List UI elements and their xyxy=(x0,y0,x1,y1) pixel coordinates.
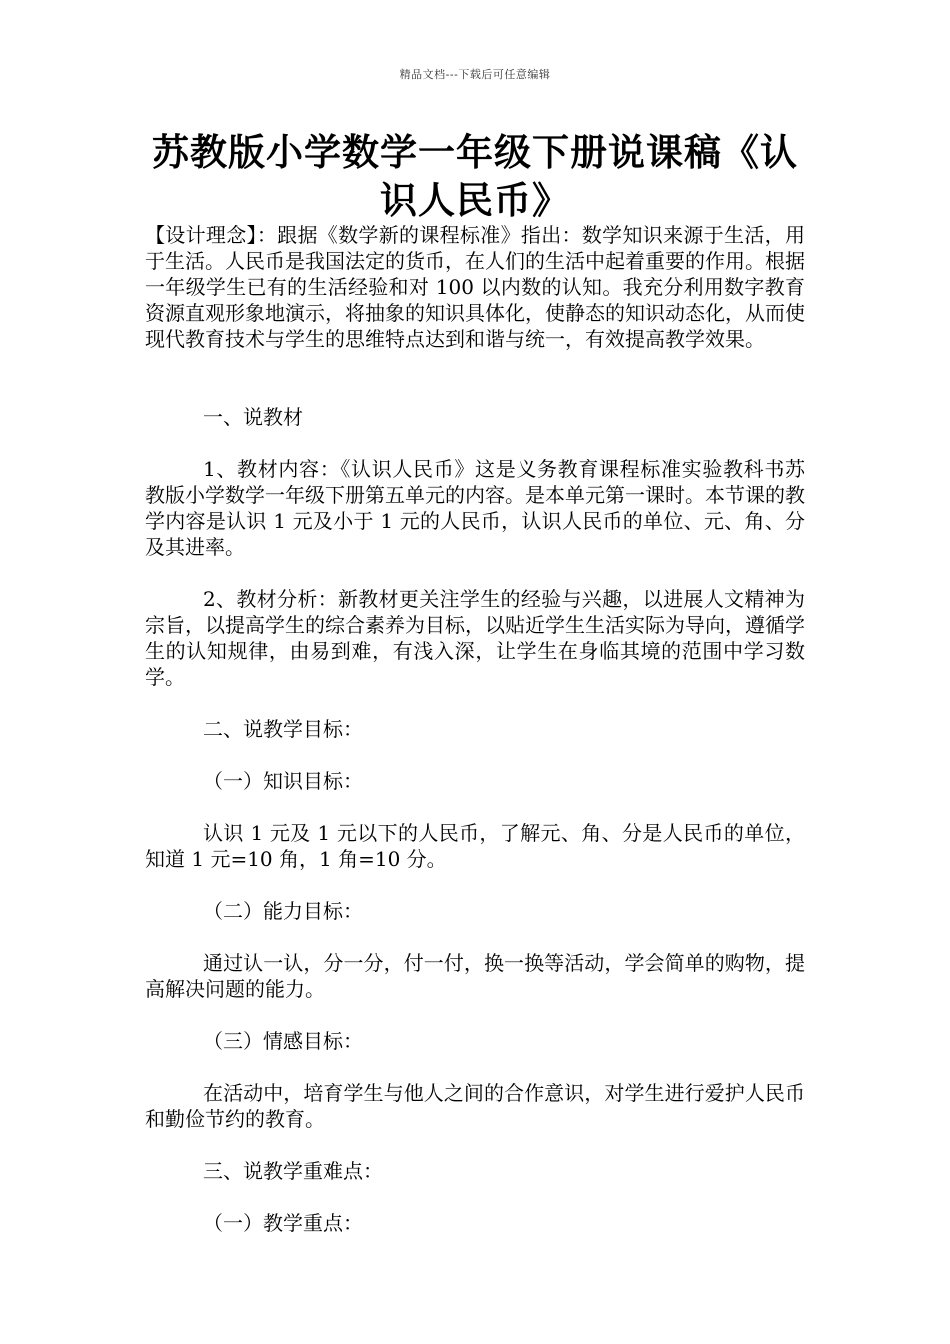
knowledge-goal-heading: （一）知识目标： xyxy=(203,769,363,793)
section-heading-teaching-material: 一、说教材 xyxy=(203,405,303,429)
knowledge-goal-paragraph: 认识 1 元及 1 元以下的人民币，了解元、角、分是人民币的单位，知道 1 元=10 角，1 角=10 分。 xyxy=(145,821,805,871)
section-heading-teaching-goals: 二、说教学目标： xyxy=(203,717,363,741)
design-concept-paragraph: 【设计理念】：跟据《数学新的课程标准》指出：数学知识来源于生活，用于生活。人民币是我国法定的货币，在人们的生活中起着重要的作用。根据一年级学生已有的生活经验和对 100 以内数的认知。我充分利用数字教育资源直观形象地演示，将抽象的知识具体化，使静态的知识动态化，从而使现代教育技术与学生的思维特点达到和谐与统一，有效提高教学效果。 xyxy=(145,223,805,351)
emotion-goal-heading: （三）情感目标： xyxy=(203,1029,363,1053)
teaching-material-analysis-paragraph: 2、教材分析：新教材更关注学生的经验与兴趣，以进展人文精神为宗旨，以提高学生的综合素养为目标，以贴近学生生活实际为导向，遵循学生的认知规律，由易到难，有浅入深，让学生在身临其境的范围中学习数学。 xyxy=(145,587,805,689)
section-heading-key-points: 三、说教学重难点： xyxy=(203,1159,383,1183)
emotion-goal-paragraph: 在活动中，培育学生与他人之间的合作意识，对学生进行爱护人民币和勤俭节约的教育。 xyxy=(145,1081,805,1131)
document-title: 苏教版小学数学一年级下册说课稿《认识人民币》 xyxy=(152,130,798,222)
ability-goal-paragraph: 通过认一认，分一分，付一付，换一换等活动，学会简单的购物，提高解决问题的能力。 xyxy=(145,951,805,1001)
document-body xyxy=(145,222,805,1236)
ability-goal-heading: （二）能力目标： xyxy=(203,899,363,923)
teaching-material-content-paragraph: 1、教材内容：《认识人民币》这是义务教育课程标准实验教科书苏教版小学数学一年级下册第五单元的内容。是本单元第一课时。本节课的教学内容是认识 1 元及小于 1 元的人民币，认识人民币的单位、元、角、分及其进率。 xyxy=(145,457,805,559)
key-point-heading: （一）教学重点： xyxy=(203,1211,363,1235)
header-note: 精品文档---下载后可任意编辑 xyxy=(399,68,551,81)
